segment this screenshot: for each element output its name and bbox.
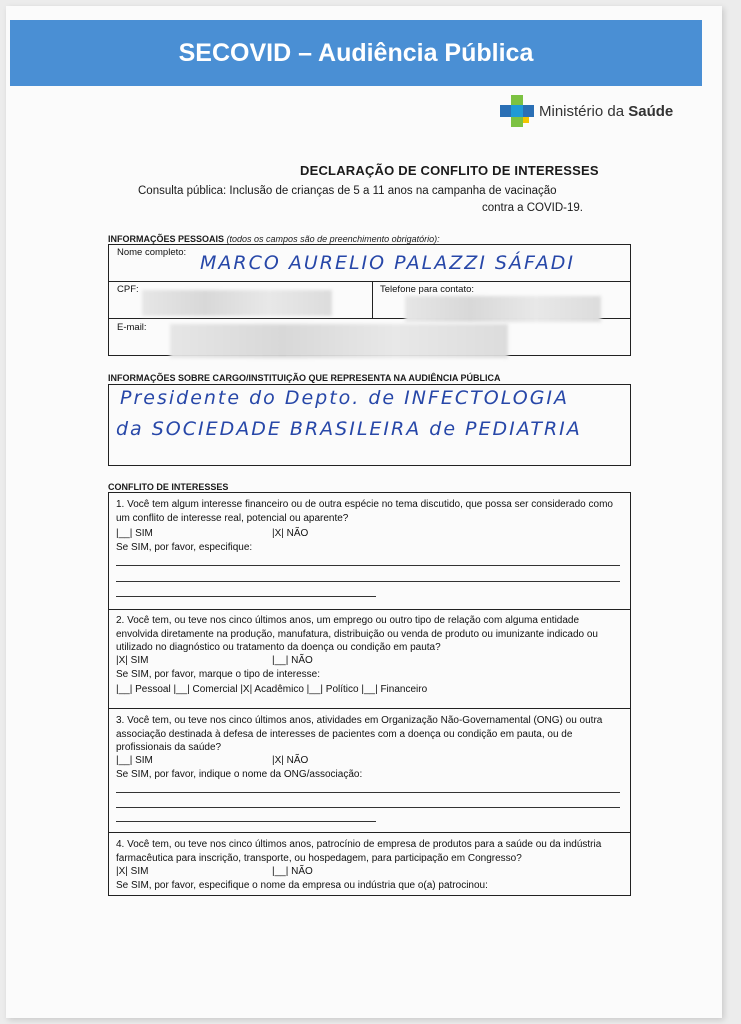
- position-section-title: INFORMAÇÕES SOBRE CARGO/INSTITUIÇÃO QUE REPRESENTA NA AUDIÊNCIA PÚBLICA: [108, 373, 501, 383]
- cpf-redacted: [142, 290, 332, 316]
- q3-specify-label: Se SIM, por favor, indique o nome da ONG/associação:: [116, 769, 363, 780]
- document-subtitle-line2: contra a COVID-19.: [482, 202, 583, 214]
- personal-section-title: INFORMAÇÕES PESSOAIS (todos os campos são de preenchimento obrigatório):: [108, 234, 440, 244]
- header-banner: SECOVID – Audiência Pública: [10, 20, 702, 86]
- answer-line: [116, 807, 620, 808]
- ministry-logo: [500, 95, 673, 127]
- q2-no-option[interactable]: |__| NÃO: [272, 655, 313, 666]
- name-value: MARCO AURELIO PALAZZI SÁFADI: [200, 252, 576, 274]
- q2-specify-label: Se SIM, por favor, marque o tipo de interesse:: [116, 669, 320, 680]
- question-1-text: 1. Você tem algum interesse financeiro ou de outra espécie no tema discutido, que possa ser considerado como um conflito de interesse real, potencial ou aparente?: [116, 499, 613, 524]
- answer-line: [116, 565, 620, 566]
- answer-line: [116, 792, 620, 793]
- answer-line: [116, 821, 376, 822]
- email-redacted: [170, 324, 508, 358]
- divider: [108, 832, 631, 833]
- q1-yes-option[interactable]: |__| SIM: [116, 528, 153, 539]
- q4-specify-label: Se SIM, por favor, especifique o nome da empresa ou indústria que o(a) patrocinou:: [116, 880, 488, 891]
- divider: [372, 281, 373, 318]
- ministry-name: Ministério da Saúde: [539, 102, 674, 120]
- q3-no-option[interactable]: |X| NÃO: [272, 755, 309, 766]
- conflict-section-title: CONFLITO DE INTERESSES: [108, 482, 229, 492]
- phone-redacted: [405, 296, 601, 322]
- q2-yes-option[interactable]: |X| SIM: [116, 655, 149, 666]
- position-line1: Presidente do Depto. de INFECTOLOGIA: [120, 387, 570, 409]
- answer-line: [116, 581, 620, 582]
- question-4-text: 4. Você tem, ou teve nos cinco últimos anos, patrocínio de empresa de produtos para a saúde ou da indústria farmacêutica para inscrição, transporte, ou hospedagem, para participação em Congresso?: [116, 839, 602, 864]
- question-2-text: 2. Você tem, ou teve nos cinco últimos anos, um emprego ou outro tipo de relação com alguma entidade envolvida diretamente na produção, manufatura, distribuição ou venda de produto ou imunizante indicado ou utilizado no diagnóstico ou tratamento da doença ou condição em pauta?: [116, 615, 598, 653]
- q1-no-option[interactable]: |X| NÃO: [272, 528, 309, 539]
- document-title: DECLARAÇÃO DE CONFLITO DE INTERESSES: [300, 163, 599, 178]
- cpf-label: CPF:: [117, 284, 139, 295]
- divider: [108, 609, 631, 610]
- divider: [108, 281, 631, 282]
- q1-specify-label: Se SIM, por favor, especifique:: [116, 542, 253, 553]
- q4-yes-option[interactable]: |X| SIM: [116, 866, 149, 877]
- health-cross-icon: [500, 95, 534, 127]
- document-subtitle-line1: Consulta pública: Inclusão de crianças de 5 a 11 anos na campanha de vacinação: [138, 185, 557, 197]
- question-3-text: 3. Você tem, ou teve nos cinco últimos anos, atividades em Organização Não-Governamental (ONG) ou outra associação destinada à defesa de interesses de pacientes com a doença ou condição em pauta, ou de profissionais da saúde?: [116, 715, 603, 753]
- q4-no-option[interactable]: |__| NÃO: [272, 866, 313, 877]
- divider: [108, 708, 631, 709]
- q3-yes-option[interactable]: |__| SIM: [116, 755, 153, 766]
- name-label: Nome completo:: [117, 247, 187, 258]
- q2-interest-types[interactable]: |__| Pessoal |__| Comercial |X| Acadêmico |__| Político |__| Financeiro: [116, 684, 428, 695]
- phone-label: Telefone para contato:: [380, 284, 475, 295]
- email-label: E-mail:: [117, 322, 147, 333]
- answer-line: [116, 596, 376, 597]
- position-line2: da SOCIEDADE BRASILEIRA de PEDIATRIA: [116, 418, 582, 440]
